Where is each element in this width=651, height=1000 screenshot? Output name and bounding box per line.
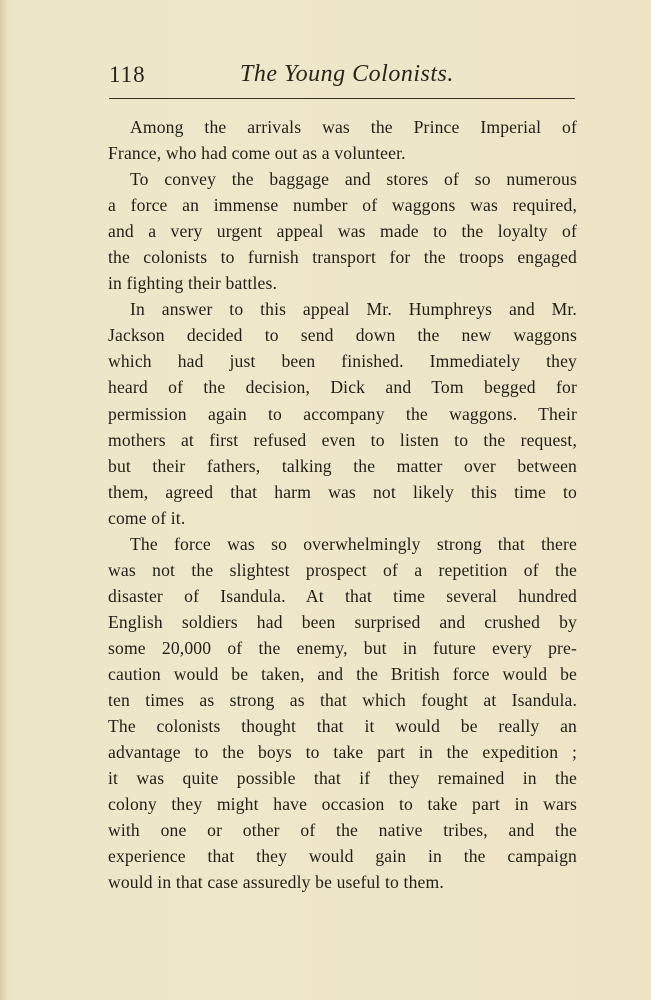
text-line: a force an immense number of waggons was required, xyxy=(108,195,577,216)
text-line: experience that they would gain in the campaign xyxy=(108,846,577,867)
page-header xyxy=(109,60,575,90)
page-number: 118 xyxy=(109,62,146,87)
text-line: in fighting their battles. xyxy=(108,273,278,294)
text-line: caution would be taken, and the British force would be xyxy=(108,663,577,684)
text-line: Among the arrivals was the Prince Imperial of xyxy=(130,117,577,137)
paragraph xyxy=(108,531,577,896)
text-line: the colonists to furnish transport for the troops engaged xyxy=(108,247,577,268)
header-rule xyxy=(109,98,575,99)
text-line: was not the slightest prospect of a repetition of the xyxy=(108,559,577,580)
paragraph xyxy=(108,296,577,530)
text-line: Jackson decided to send down the new waggons xyxy=(108,325,577,346)
text-line: permission again to accompany the waggons. Their xyxy=(108,403,577,424)
text-line: come of it. xyxy=(108,507,186,528)
text-line: To convey the baggage and stores of so numerous xyxy=(130,169,577,190)
text-line: some 20,000 of the enemy, but in future every pre- xyxy=(108,637,577,658)
text-line: with one or other of the native tribes, and the xyxy=(108,820,577,841)
body-text xyxy=(108,114,577,895)
text-line: ten times as strong as that which fought at Isandula. xyxy=(108,690,577,711)
text-line: would in that case assuredly be useful to them. xyxy=(108,872,444,893)
text-line: The force was so overwhelmingly strong that there xyxy=(130,533,577,554)
running-title: The Young Colonists. xyxy=(240,61,454,87)
text-line: it was quite possible that if they remained in the xyxy=(108,768,577,789)
page-binding-edge xyxy=(0,0,7,1000)
text-line: colony they might have occasion to take part in wars xyxy=(108,794,577,815)
text-line: In answer to this appeal Mr. Humphreys and Mr. xyxy=(130,299,577,320)
text-line: them, agreed that harm was not likely this time to xyxy=(108,481,577,502)
text-line: mothers at first refused even to listen to the request, xyxy=(108,429,577,450)
text-line: France, who had come out as a volunteer. xyxy=(108,143,406,164)
text-line: and a very urgent appeal was made to the loyalty of xyxy=(108,221,577,242)
text-line: disaster of Isandula. At that time several hundred xyxy=(108,585,577,606)
text-line: English soldiers had been surprised and crushed by xyxy=(108,611,577,632)
paragraph xyxy=(108,114,577,166)
text-line: advantage to the boys to take part in the expedition ; xyxy=(108,742,577,763)
paragraph xyxy=(108,166,577,296)
text-line: but their fathers, talking the matter over between xyxy=(108,455,577,476)
text-line: heard of the decision, Dick and Tom begged for xyxy=(108,377,577,398)
text-line: The colonists thought that it would be really an xyxy=(108,716,577,737)
text-line: which had just been finished. Immediately they xyxy=(108,351,577,372)
